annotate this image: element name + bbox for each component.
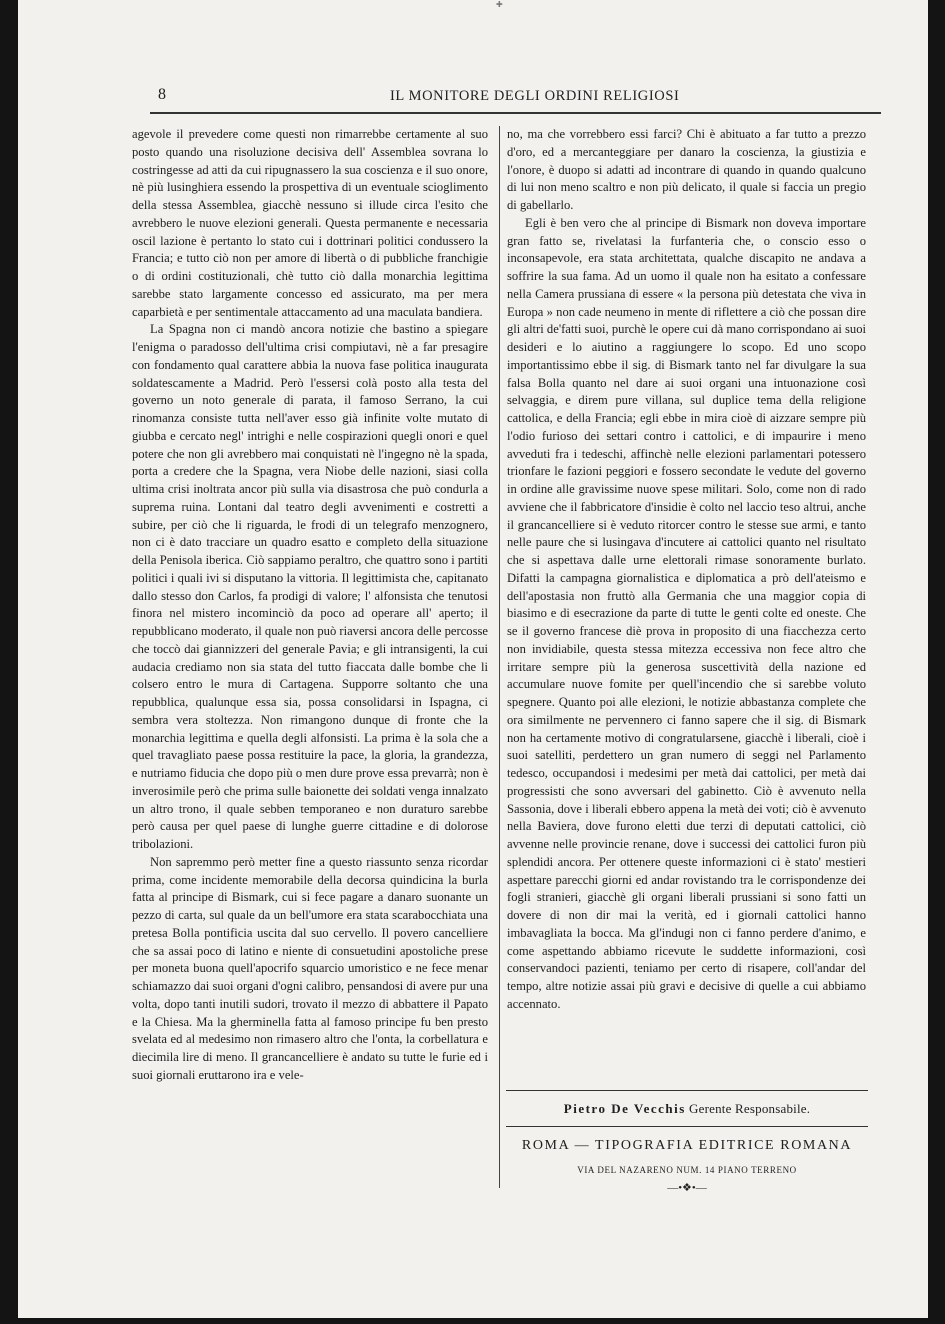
page-number: 8 xyxy=(158,86,166,103)
article-column-right xyxy=(507,126,866,1014)
signature-line xyxy=(506,1101,868,1117)
header-rule xyxy=(150,112,881,114)
newspaper-page xyxy=(18,0,928,1318)
journal-title: IL MONITORE DEGLI ORDINI RELIGIOSI xyxy=(390,88,680,104)
printer-address: VIA DEL NAZARENO NUM. 14 PIANO TERRENO xyxy=(577,1165,797,1175)
signature-rule xyxy=(506,1126,868,1127)
article-end-rule xyxy=(506,1090,868,1091)
signature-role: Gerente Responsabile. xyxy=(689,1101,811,1116)
article-column-left xyxy=(132,126,488,1085)
printer-imprint: ROMA — TIPOGRAFIA EDITRICE ROMANA xyxy=(521,1138,853,1153)
signature-name: Pietro De Vecchis xyxy=(563,1101,686,1116)
paragraph: no, ma che vorrebbero essi farci? Chi è abituato a far tutto a prezzo d'oro, ed a mercanteggiare per danaro la coscienza, la giustizia e l'onore, è duopo si adatti ad incontrare di quando in quando qualcuno di lui non meno scaltro e non più delicato, il quale si faccia un pregio di gabellarlo. xyxy=(507,127,866,212)
top-ornament: ✚ xyxy=(496,0,503,9)
column-divider xyxy=(499,126,500,1188)
end-ornament: —•❖•— xyxy=(667,1182,707,1194)
page-header xyxy=(158,86,878,112)
paragraph: Egli è ben vero che al principe di Bismark non doveva importare gran fatto se, rivelatasi la furfanteria che, o conscio esso o inconsapevole, era stata architettata, qualche discapito ne andava a soffrire la sua fama. Ad un uomo il quale non ha esitato a confessare nella Camera prussiana di essere « la persona più detestata che viva in Europa » non cade neumeno in mente di riflettere a ciò che possan dire gli altri de'fatti suoi, purchè le opere cui dà mano corrispondano ai suoi desideri e lo aiutino a raggiungere lo scopo. Ed uno scopo importantissimo ebbe il sig. di Bismark tanto nel far divulgare la sua falsa Bolla quanto nel dare ai suoi organi una intuonazione così selvaggia, e direm pure villana, sul duplice tema della religione cattolica, e della Francia; egli ebbe in mira cioè di aizzare sempre più l'odio furioso dei settari contro i cattolici, e di impaurire i meno avveduti fra i tedeschi, affinchè nelle elezioni parlamentari potessero trionfare le fazioni peggiori e fossero secondate le vedute del governo in ordine alle gravissime nuove spese militari. Solo, come non di rado avviene che il fabbricatore d'insidie è colto nel laccio teso altrui, anche il grancancelliere si è veduto ritorcer contro le stesse sue armi, e tanto nelle paure che si lusingava d'incutere ai cattolici quanto nel risultato che si aspettava dalle urne elettorali rimase sonoramente burlato. Difatti la campagna giornalistica e diplomatica a prò dell'ateismo e dell'apostasia non fruttò alla Germania che una maggior copia di biasimo e di esecrazione da parte di tutte le genti colte ed oneste. Che se il governo francese diè prova in proposito di una fiacchezza certo non invidiabile, questa stessa mitezza eccessiva non fece altro che irritare sempre più la generosa suscettività della nazione ed accumulare nuove fomite per quell'incendio che si sarebbe voluto spegnere. Quanto poi alle elezioni, le notizie abbastanza complete che ora similmente ne pervennero ci fanno sapere che il sig. di Bismark non ha certamente motivo di congratularsene, giacchè i liberali, cioè i suoi satelliti, perdettero un gran numero di seggi nel Parlamento tedesco, occupandosi i medesimi per metà dai cattolici, per metà dai progressisti che sono avversari del gabinetto. Ciò è avvenuto nella Sassonia, dove i liberali ebbero appena la metà dei voti; ciò è avvenuto nella Baviera, dove furono eletti due terzi di deputati cattolici, ciò avvenne nelle provincie renane, dove i successi dei cattolici furon più splendidi ancora. Per ottenere queste informazioni ci è stato' mestieri aspettare parecchi giorni ed andar rovistando tra le corrispondenze dei fogli stranieri, giacchè gli organi liberali prussiani si sono fatti un dovere di non dir mai la verità, ed i giornali cattolici hanno imbavagliata la bocca. Ma gl'indugi non ci fanno perdere d'animo, e come aspettando abbiamo ricevute le suddette informazioni, così conservandoci pazienti, teniamo per certo di risapere, coll'andar del tempo, altre notizie assai più gravi e decisive di quelle a cui abbiamo accennato. xyxy=(507,215,866,1011)
paragraph: La Spagna non ci mandò ancora notizie che bastino a spiegare l'enigma o paradosso dell'ultima crisi compiutavi, nè a far presagire con fondamento qual carattere abbia la nuova fase politica inaugurata soldatescamente a Madrid. Però l'essersi colà posto alla testa del governo un noto generale di parata, il famoso Serrano, la cui rinomanza consiste tutta nell'aver esso già infinite volte mutato di giubba e cercato negl' intrighi e nelle cospirazioni quegli onori e quel potere che non gli avrebbero mai conquistati nè l'ingegno nè la spada, porta a credere che la Spagna, vera Niobe delle nazioni, siasi colla ultima crisi inoltrata ancor più sulla via disastrosa che può condurla a suprema ruina. Lontani dal teatro degli avvenimenti e costretti a subire, per ciò che li riguarda, le frodi di un telegrafo menzognero, non ci è dato tracciare un quadro esatto e completo della situazione della Penisola iberica. Ciò sappiamo peraltro, che quattro sono i partiti politici i quali ivi si disputano la vittoria. Il legittimista che, capitanato dallo stesso don Carlos, fa prodigi di valore; l' alfonsista che tenutosi finora nel mistero incominciò da poco ad operare all' aperto; il repubblicano moderato, il quale non può riaversi ancora delle percosse che toccò dai giannizzeri del generale Pavia; e gli intransigenti, la cui audacia crediamo non sia stata del tutto fiaccata dalle bombe che li colsero entro le mura di Cartagena. Supporre soltanto che una repubblica, qualunque essa sia, possa consolidarsi in Ispagna, ci sembra vera stoltezza. Non rimangono dunque di fronte che la monarchia legittima e quella degli alfonsisti. La prima è la sola che a quel travagliato paese possa restituire la pace, la gloria, la grandezza, e nutriamo fiducia che dopo più o men dure prove essa prevarrà; non è inverosimile però che prima sulle baionette dei soldati venga innalzato un altro trono, il quale sebben temporaneo e non duraturo sarebbe però causa per quel paese di lunghe guerre cittadine e di dolorose tribolazioni. xyxy=(132,322,488,851)
paragraph: Non sapremmo però metter fine a questo riassunto senza ricordar prima, come incidente memorabile della decorsa quindicina la burla fatta al principe di Bismark, cui si fece pagare a danaro suonante un pezzo di carta, sul quale da un bell'umore era stata scarabocchiata una pretesa Bolla pontificia uscita dal suo cervello. Il povero cancelliere che sa assai poco di latino e niente di consuetudini apostoliche prese per moneta buona quell'apocrifo squarcio umoristico e ne fece menar schiamazzo dai suoi organi d'ogni calibro, pensandosi di avere pur una volta, dopo tanti inutili sudori, trovato il mezzo di abbattere il Papato e la Chiesa. Ma la gherminella fatta al famoso principe fu ben presto svelata ed al medesimo non rimasero altro che l'onta, la corbellatura e diecimila lire di meno. Il grancancelliere è andato su tutte le furie ed i suoi giornali eruttarono ira e vele- xyxy=(132,854,488,1082)
paragraph: agevole il prevedere come questi non rimarrebbe certamente al suo posto quando una risoluzione decisiva dell' Assemblea sovrana lo costringesse ad atti da cui ripugnassero la sua coscienza e il suo onore, nè più lusinghiera essendo la prospettiva di un eventuale scioglimento della stessa Assemblea, giacchè nessuno si illude circa l'esito che avrebbero le nuove elezioni generali. Questa permanente e necessaria oscil lazione è pertanto lo stato cui i dottrinari politici condussero la Francia; e tutto ciò non per amore di libertà o di pubbliche franchigie o di ordini costituzionali, chè tutto ciò dalla monarchia legittima sarebbe stato largamente concesso ed assicurato, ma per mera caparbietà e per sentimentale attaccamento ad una maculata bandiera. xyxy=(132,127,488,319)
